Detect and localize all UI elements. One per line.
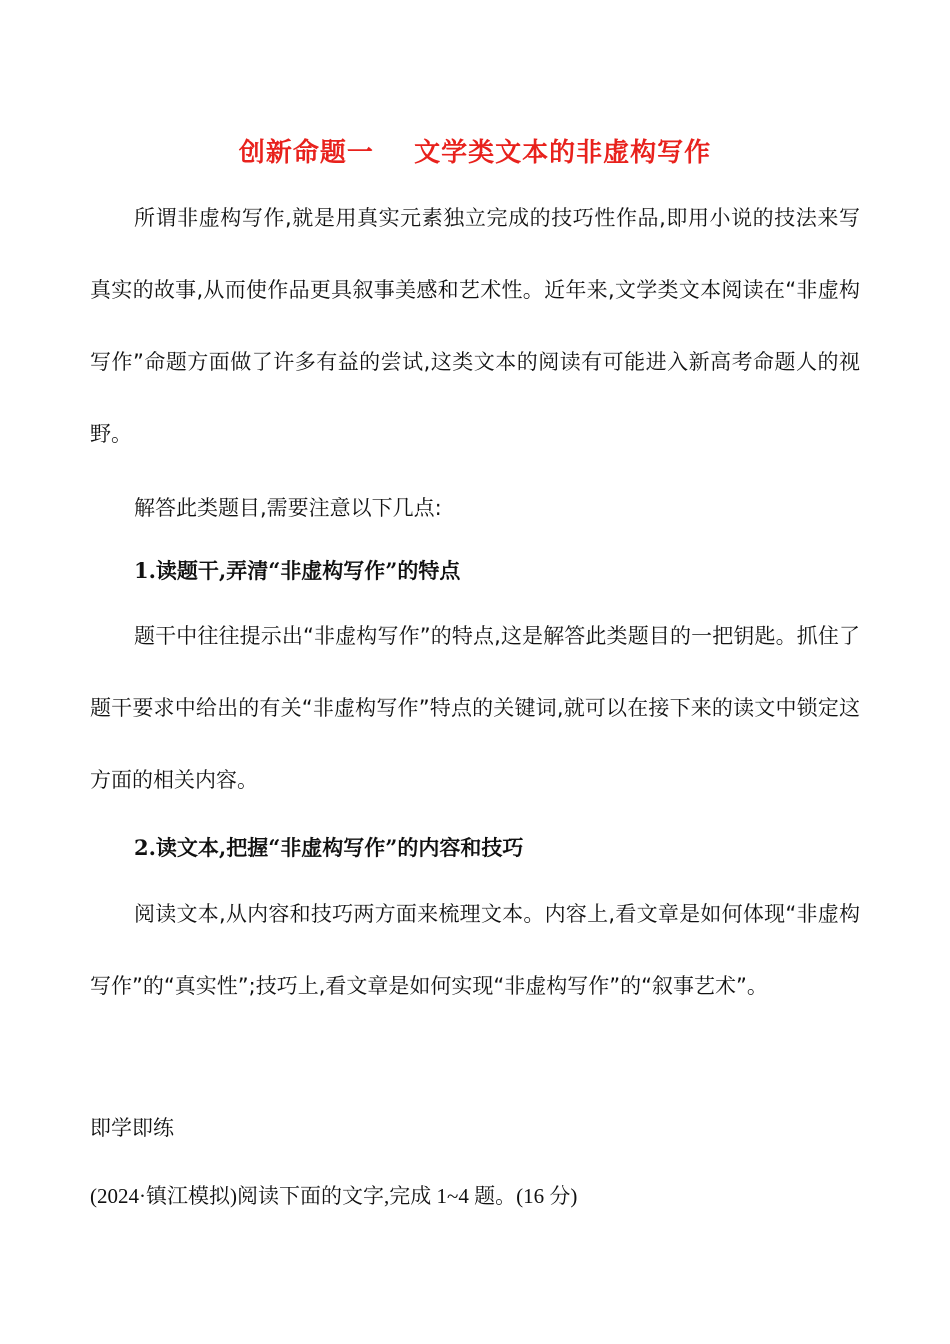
page-title: 创新命题一 文学类文本的非虚构写作 [238,138,712,168]
note-paragraph: 解答此类题目,需要注意以下几点: [134,496,442,520]
point2-heading: 2.读文本,把握“非虚构写作”的内容和技巧 [134,835,524,860]
point1-heading: 1.读题干,弄清“非虚构写作”的特点 [134,558,461,583]
intro-paragraph: 所谓非虚构写作,就是用真实元素独立完成的技巧性作品,即用小说的技法来写真实的故事,从而使作品更具叙事美感和艺术性。近年来,文学类文本阅读在“非虚构写作”命题方面做了许多有益的尝试,这类文本的阅读有可能进入新高考命题人的视野。 [90,206,860,446]
point2-body: 阅读文本,从内容和技巧两方面来梳理文本。内容上,看文章是如何体现“非虚构写作”的“真实性”;技巧上,看文章是如何实现“非虚构写作”的“叙事艺术”。 [90,902,860,998]
source-line: (2024·镇江模拟)阅读下面的文字,完成 1~4 题。(16 分) [90,1184,578,1208]
document-page [90,0,860,1344]
practice-label: 即学即练 [90,1116,174,1140]
point1-body: 题干中往往提示出“非虚构写作”的特点,这是解答此类题目的一把钥匙。抓住了题干要求中给出的有关“非虚构写作”特点的关键词,就可以在接下来的读文中锁定这方面的相关内容。 [90,624,860,792]
